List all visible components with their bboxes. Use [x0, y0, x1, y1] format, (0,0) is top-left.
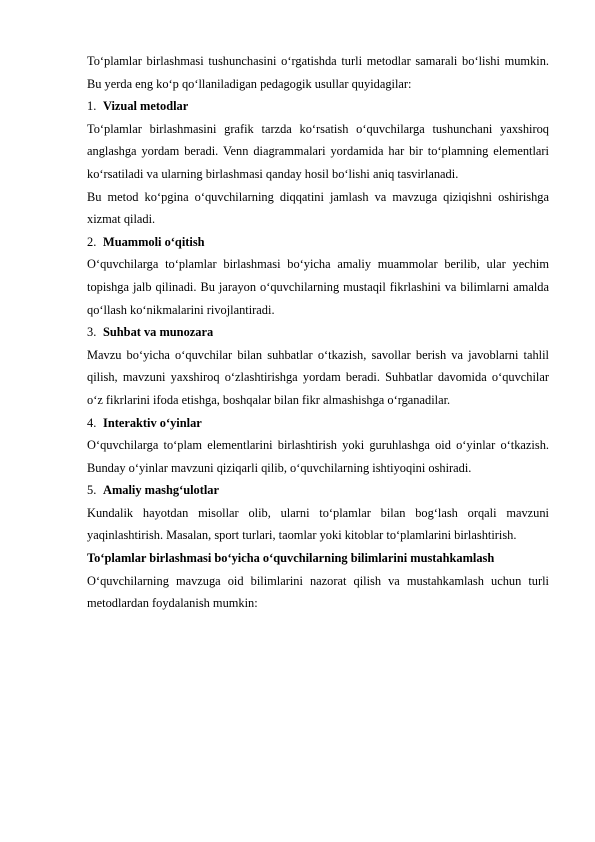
final-paragraph: O‘quvchilarning mavzuga oid bilimlarini nazorat qilish va mustahkamlash uchun turli metodlardan foydalanish mumkin:: [87, 573, 549, 611]
section-number: 4.: [87, 415, 97, 430]
document-page: [87, 50, 549, 615]
section-number: 2.: [87, 234, 97, 249]
section-number: 5.: [87, 483, 97, 498]
section-number: 1.: [87, 99, 97, 114]
section-title: Muammoli o‘qitish: [103, 234, 205, 249]
section-paragraph: Mavzu bo‘yicha o‘quvchilar bilan suhbatlar o‘tkazish, savollar berish va javoblarni tahlil qilish, mavzuni yaxshiroq o‘zlashtirishga yordam beradi. Suhbatlar davomida o‘quvchilar o‘z fikrlarini ifoda etishga, boshqalar bilan fikr almashishga o‘rganadilar.: [87, 347, 549, 407]
section-paragraph: Bu metod ko‘pgina o‘quvchilarning diqqatini jamlash va mavzuga qiziqishni oshirishga xizmat qiladi.: [87, 189, 549, 227]
final-heading: To‘plamlar birlashmasi bo‘yicha o‘quvchilarning bilimlarini mustahkamlash: [87, 551, 495, 566]
section-title: Vizual metodlar: [103, 99, 189, 114]
section-title: Interaktiv o‘yinlar: [103, 415, 202, 430]
section-title: Suhbat va munozara: [103, 325, 214, 340]
section-heading-practical-exercises: [87, 479, 549, 502]
intro-paragraph: To‘plamlar birlashmasi tushunchasini o‘rgatishda turli metodlar samarali bo‘lishi mumkin. Bu yerda eng ko‘p qo‘llaniladigan pedagogik usullar quyidagilar:: [87, 54, 549, 91]
section-heading-discussion: [87, 321, 549, 344]
section-paragraph: O‘quvchilarga to‘plam elementlarini birlashtirish yoki guruhlashga oid o‘yinlar o‘tkazish. Bunday o‘yinlar mavzuni qiziqarli qilib, o‘quvchilarning ishtiyoqini oshiradi.: [87, 438, 549, 475]
section-paragraph: O‘quvchilarga to‘plamlar birlashmasi bo‘yicha amaliy muammolar berilib, ular yechim topishga jalb qilinadi. Bu jarayon o‘quvchilarning mustaqil fikrlashini va bilimlarni amalda qo‘llash ko‘nikmalarini rivojlantiradi.: [87, 257, 549, 317]
section-heading-visual-methods: [87, 95, 549, 118]
section-number: 3.: [87, 325, 97, 340]
section-heading-problem-teaching: [87, 231, 549, 254]
section-title: Amaliy mashg‘ulotlar: [103, 483, 219, 498]
section-paragraph: To‘plamlar birlashmasini grafik tarzda ko‘rsatish o‘quvchilarga tushunchani yaxshiroq anglashga yordam beradi. Venn diagrammalari yordamida har bir to‘plamning elementlari ko‘rsatiladi va ularning birlashmasi qanday hosil bo‘lishi aniq tasvirlanadi.: [87, 121, 549, 181]
section-heading-interactive-games: [87, 412, 549, 435]
section-paragraph: Kundalik hayotdan misollar olib, ularni to‘plamlar bilan bog‘lash orqali mavzuni yaqinlashtirish. Masalan, sport turlari, taomlar yoki kitoblar to‘plamlarini birlashtirish.: [87, 505, 549, 543]
